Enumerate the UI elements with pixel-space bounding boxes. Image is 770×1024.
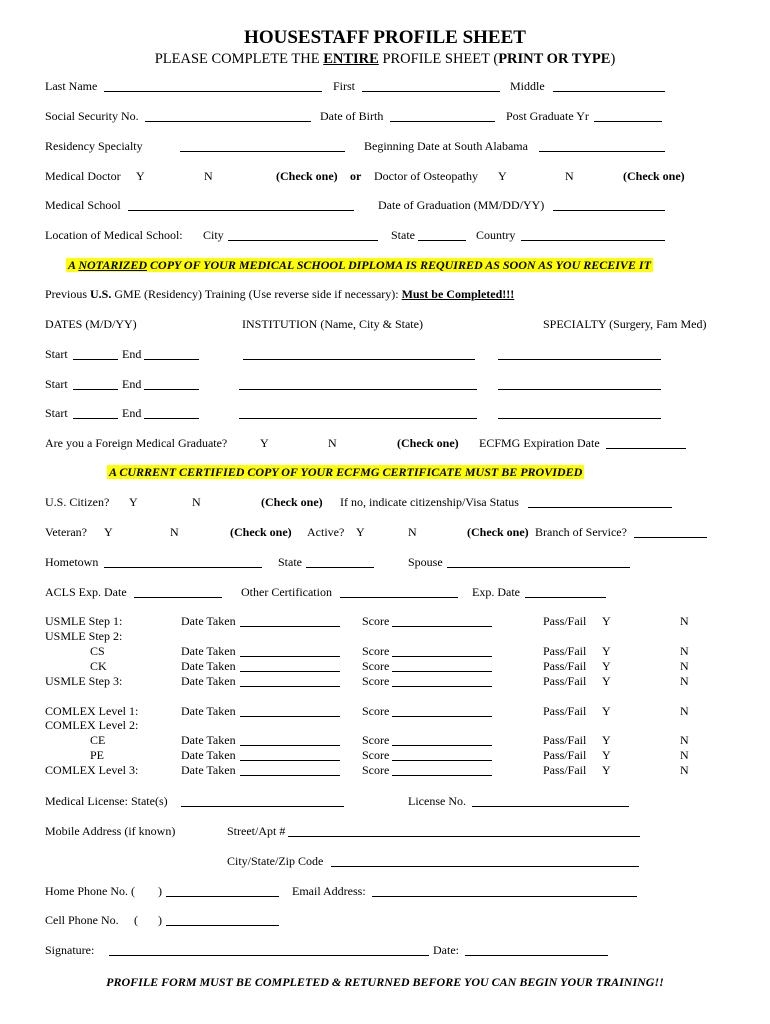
usmle-cs-passfail-label: Pass/Fail — [543, 644, 587, 658]
usmle-step3-date-field[interactable] — [240, 674, 340, 687]
usmle-ck-fail[interactable]: N — [680, 659, 689, 673]
city-state-zip-field[interactable] — [331, 854, 639, 867]
comlex-level3-passfail-label: Pass/Fail — [543, 763, 587, 777]
veteran-yes[interactable]: Y — [104, 525, 113, 539]
comlex-pe-label: PE — [90, 748, 105, 762]
md-label: Medical Doctor — [45, 169, 121, 183]
signature-date-field[interactable] — [465, 943, 608, 956]
comlex-level1-label: COMLEX Level 1: — [45, 704, 139, 718]
usmle-step3-pass[interactable]: Y — [602, 674, 611, 688]
usmle-step3-score-field[interactable] — [392, 674, 492, 687]
visa-label: If no, indicate citizenship/Visa Status — [340, 495, 519, 509]
other-cert-label: Other Certification — [241, 585, 332, 599]
footer-notice: PROFILE FORM MUST BE COMPLETED & RETURNED BEFORE YOU CAN BEGIN YOUR TRAINING!! — [106, 975, 664, 989]
training-1-end-label: End — [122, 347, 142, 361]
comlex-level3-pass[interactable]: Y — [602, 763, 611, 777]
comlex-ce-pass[interactable]: Y — [602, 733, 611, 747]
usmle-step3-date-label: Date Taken — [181, 674, 236, 688]
last-name-field[interactable] — [104, 79, 322, 92]
comlex-level3-score-field[interactable] — [392, 763, 492, 776]
active-check-one: (Check one) — [467, 525, 529, 539]
training-2-start-field[interactable] — [73, 377, 118, 390]
active-yes[interactable]: Y — [356, 525, 365, 539]
training-1-institution-field[interactable] — [243, 347, 475, 360]
dob-label: Date of Birth — [320, 109, 384, 123]
usmle-step3-passfail-label: Pass/Fail — [543, 674, 587, 688]
comlex-ce-passfail-label: Pass/Fail — [543, 733, 587, 747]
exp-date-label: Exp. Date — [472, 585, 520, 599]
training-1-start-label: Start — [45, 347, 68, 361]
comlex-pe-date-label: Date Taken — [181, 748, 236, 762]
usmle-ck-passfail-label: Pass/Fail — [543, 659, 587, 673]
usmle-ck-date-field[interactable] — [240, 659, 340, 672]
comlex-level1-date-label: Date Taken — [181, 704, 236, 718]
comlex-level1-pass[interactable]: Y — [602, 704, 611, 718]
comlex-ce-fail[interactable]: N — [680, 733, 689, 747]
comlex-level3-date-field[interactable] — [240, 763, 340, 776]
home-phone-paren: ) — [158, 884, 162, 898]
citizen-yes[interactable]: Y — [129, 495, 138, 509]
signature-field[interactable] — [109, 943, 429, 956]
usmle-cs-score-label: Score — [362, 644, 390, 658]
comlex-pe-fail[interactable]: N — [680, 748, 689, 762]
comlex-ce-date-label: Date Taken — [181, 733, 236, 747]
usmle-step1-date-label: Date Taken — [181, 614, 236, 628]
citizen-check-one: (Check one) — [261, 495, 323, 509]
comlex-ce-label: CE — [90, 733, 106, 747]
home-phone-field[interactable] — [166, 884, 279, 897]
active-no[interactable]: N — [408, 525, 417, 539]
usmle-cs-date-field[interactable] — [240, 644, 340, 657]
middle-name-label: Middle — [510, 79, 545, 93]
middle-name-field[interactable] — [553, 79, 665, 92]
foreign-grad-no[interactable]: N — [328, 436, 337, 450]
md-no[interactable]: N — [204, 169, 213, 183]
pgy-field[interactable] — [594, 109, 662, 122]
training-3-specialty-field[interactable] — [498, 406, 661, 419]
usmle-step2-label: USMLE Step 2: — [45, 629, 123, 643]
email-field[interactable] — [372, 884, 637, 897]
usmle-ck-pass[interactable]: Y — [602, 659, 611, 673]
citizen-no[interactable]: N — [192, 495, 201, 509]
training-1-specialty-field[interactable] — [498, 347, 661, 360]
do-yes[interactable]: Y — [498, 169, 507, 183]
foreign-check-one: (Check one) — [397, 436, 459, 450]
form-title: HOUSESTAFF PROFILE SHEET — [244, 27, 526, 48]
city-field[interactable] — [228, 228, 378, 241]
training-1-end-field[interactable] — [144, 347, 199, 360]
license-state-field[interactable] — [181, 794, 344, 807]
dob-field[interactable] — [390, 109, 495, 122]
citizen-label: U.S. Citizen? — [45, 495, 110, 509]
ecfmg-exp-field[interactable] — [606, 436, 686, 449]
usmle-cs-fail[interactable]: N — [680, 644, 689, 658]
city-label: City — [203, 228, 224, 242]
med-school-label: Medical School — [45, 198, 121, 212]
acls-label: ACLS Exp. Date — [45, 585, 127, 599]
usmle-cs-pass[interactable]: Y — [602, 644, 611, 658]
ssn-field[interactable] — [145, 109, 311, 122]
other-cert-field[interactable] — [340, 585, 458, 598]
hometown-field[interactable] — [104, 555, 262, 568]
license-state-label: Medical License: State(s) — [45, 794, 168, 808]
hometown-label: Hometown — [45, 555, 99, 569]
training-3-end-field[interactable] — [144, 406, 199, 419]
signature-label: Signature: — [45, 943, 95, 957]
cell-phone-paren-open: ( — [134, 913, 138, 927]
training-3-start-label: Start — [45, 406, 68, 420]
usmle-ck-date-label: Date Taken — [181, 659, 236, 673]
comlex-level2-label: COMLEX Level 2: — [45, 718, 139, 732]
usmle-step1-date-field[interactable] — [240, 614, 340, 627]
cell-phone-paren-close: ) — [158, 913, 162, 927]
grad-date-label: Date of Graduation (MM/DD/YY) — [378, 198, 545, 212]
usmle-step1-pass[interactable]: Y — [602, 614, 611, 628]
or-label: or — [350, 169, 362, 183]
ecfmg-exp-label: ECFMG Expiration Date — [479, 436, 600, 450]
cell-phone-field[interactable] — [166, 913, 279, 926]
training-1-start-field[interactable] — [73, 347, 118, 360]
veteran-check-one: (Check one) — [230, 525, 292, 539]
city-state-zip-label: City/State/Zip Code — [227, 854, 324, 868]
veteran-label: Veteran? — [45, 525, 87, 539]
street-field[interactable] — [288, 824, 640, 837]
dates-column-header: DATES (M/D/YY) — [45, 317, 137, 331]
training-2-end-label: End — [122, 377, 142, 391]
training-2-specialty-field[interactable] — [498, 377, 661, 390]
state-label: State — [391, 228, 415, 242]
exp-date-field[interactable] — [525, 585, 606, 598]
country-label: Country — [476, 228, 516, 242]
subtitle-print-or-type: PRINT OR TYPE — [498, 51, 611, 67]
first-name-label: First — [333, 79, 356, 93]
training-2-institution-field[interactable] — [239, 377, 477, 390]
comlex-level3-label: COMLEX Level 3: — [45, 763, 139, 777]
signature-date-label: Date: — [433, 943, 459, 957]
location-label: Location of Medical School: — [45, 228, 183, 242]
comlex-pe-date-field[interactable] — [240, 748, 340, 761]
ssn-label: Social Security No. — [45, 109, 139, 123]
foreign-grad-label: Are you a Foreign Medical Graduate? — [45, 436, 228, 450]
state-field[interactable] — [418, 228, 466, 241]
specialty-label: Residency Specialty — [45, 139, 143, 153]
usmle-step1-fail[interactable]: N — [680, 614, 689, 628]
form-subtitle: PLEASE COMPLETE THE ENTIRE PROFILE SHEET (PRINT OR TYPE) — [154, 51, 616, 67]
pgy-label: Post Graduate Yr — [506, 109, 589, 123]
training-3-end-label: End — [122, 406, 142, 420]
md-yes[interactable]: Y — [136, 169, 145, 183]
subtitle-entire: ENTIRE — [323, 51, 379, 67]
do-label: Doctor of Osteopathy — [374, 169, 478, 183]
usmle-cs-score-field[interactable] — [392, 644, 492, 657]
usmle-cs-label: CS — [90, 644, 105, 658]
home-phone-label: Home Phone No. ( — [45, 884, 135, 898]
comlex-ce-date-field[interactable] — [240, 733, 340, 746]
md-check-one: (Check one) — [276, 169, 338, 183]
hometown-state-label: State — [278, 555, 302, 569]
mobile-address-label: Mobile Address (if known) — [45, 824, 176, 838]
usmle-step3-score-label: Score — [362, 674, 390, 688]
comlex-ce-score-field[interactable] — [392, 733, 492, 746]
spouse-label: Spouse — [408, 555, 443, 569]
comlex-level3-fail[interactable]: N — [680, 763, 689, 777]
visa-field[interactable] — [528, 495, 672, 508]
med-school-field[interactable] — [128, 198, 354, 211]
specialty-column-header: SPECIALTY (Surgery, Fam Med) — [543, 317, 707, 331]
previous-gme-label: Previous U.S. GME (Residency) Training (Use reverse side if necessary): Must be Completed!!! — [45, 287, 515, 301]
do-no[interactable]: N — [565, 169, 574, 183]
usmle-cs-date-label: Date Taken — [181, 644, 236, 658]
branch-field[interactable] — [634, 525, 707, 538]
veteran-no[interactable]: N — [170, 525, 179, 539]
notarized-banner: A NOTARIZED COPY OF YOUR MEDICAL SCHOOL DIPLOMA IS REQUIRED AS SOON AS YOU RECEIVE IT — [68, 258, 651, 272]
comlex-pe-passfail-label: Pass/Fail — [543, 748, 587, 762]
usmle-step1-score-field[interactable] — [392, 614, 492, 627]
training-3-start-field[interactable] — [73, 406, 118, 419]
comlex-level3-date-label: Date Taken — [181, 763, 236, 777]
license-no-field[interactable] — [472, 794, 629, 807]
email-label: Email Address: — [292, 884, 366, 898]
first-name-field[interactable] — [362, 79, 500, 92]
institution-column-header: INSTITUTION (Name, City & State) — [242, 317, 423, 331]
license-no-label: License No. — [408, 794, 466, 808]
comlex-ce-score-label: Score — [362, 733, 390, 747]
training-2-start-label: Start — [45, 377, 68, 391]
comlex-level1-fail[interactable]: N — [680, 704, 689, 718]
specialty-field[interactable] — [180, 139, 345, 152]
training-2-end-field[interactable] — [144, 377, 199, 390]
do-check-one: (Check one) — [623, 169, 685, 183]
comlex-pe-score-label: Score — [362, 748, 390, 762]
usmle-step3-fail[interactable]: N — [680, 674, 689, 688]
usmle-ck-score-field[interactable] — [392, 659, 492, 672]
begin-date-label: Beginning Date at South Alabama — [364, 139, 528, 153]
cell-phone-label: Cell Phone No. — [45, 913, 119, 927]
acls-field[interactable] — [134, 585, 222, 598]
comlex-level1-score-label: Score — [362, 704, 390, 718]
hometown-state-field[interactable] — [306, 555, 374, 568]
comlex-pe-score-field[interactable] — [392, 748, 492, 761]
usmle-step3-label: USMLE Step 3: — [45, 674, 123, 688]
comlex-level1-score-field[interactable] — [392, 704, 492, 717]
spouse-field[interactable] — [447, 555, 630, 568]
usmle-step1-score-label: Score — [362, 614, 390, 628]
foreign-grad-yes[interactable]: Y — [260, 436, 269, 450]
last-name-label: Last Name — [45, 79, 98, 93]
usmle-ck-score-label: Score — [362, 659, 390, 673]
active-label: Active? — [307, 525, 345, 539]
usmle-step1-passfail-label: Pass/Fail — [543, 614, 587, 628]
comlex-pe-pass[interactable]: Y — [602, 748, 611, 762]
branch-label: Branch of Service? — [535, 525, 627, 539]
comlex-level3-score-label: Score — [362, 763, 390, 777]
usmle-step1-label: USMLE Step 1: — [45, 614, 123, 628]
comlex-level1-passfail-label: Pass/Fail — [543, 704, 587, 718]
comlex-level1-date-field[interactable] — [240, 704, 340, 717]
street-label: Street/Apt # — [227, 824, 286, 838]
grad-date-field[interactable] — [553, 198, 665, 211]
ecfmg-banner: A CURRENT CERTIFIED COPY OF YOUR ECFMG CERTIFICATE MUST BE PROVIDED — [109, 465, 583, 479]
country-field[interactable] — [521, 228, 665, 241]
usmle-ck-label: CK — [90, 659, 107, 673]
training-3-institution-field[interactable] — [239, 406, 477, 419]
begin-date-field[interactable] — [539, 139, 665, 152]
